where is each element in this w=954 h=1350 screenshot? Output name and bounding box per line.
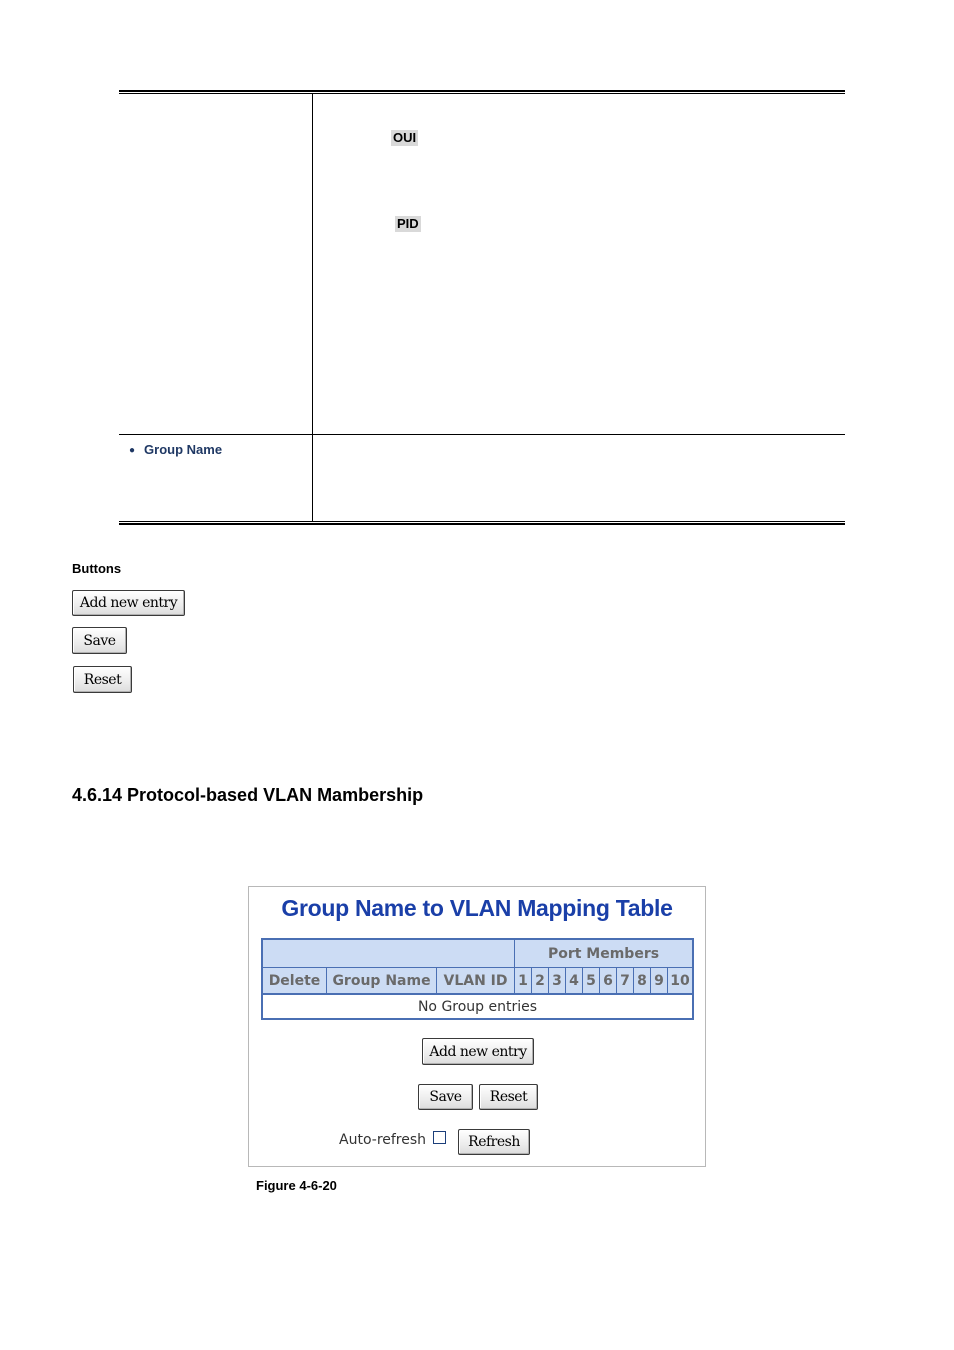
auto-refresh-label: Auto-refresh [339, 1132, 427, 1148]
col-port-6: 6 [599, 968, 616, 993]
table-bottom-rule [119, 521, 845, 525]
group-name-param-label: Group Name [144, 442, 223, 457]
add-new-entry-button[interactable]: Add new entry [72, 590, 185, 616]
col-port-8: 8 [633, 968, 650, 993]
pid-label: PID [397, 216, 419, 231]
vlan-mapping-figure [248, 886, 706, 1167]
table-header-row [263, 968, 692, 995]
figure-add-new-entry-button[interactable]: Add new entry [422, 1038, 534, 1065]
col-port-1: 1 [514, 968, 531, 993]
parameter-table [119, 90, 845, 525]
col-port-5: 5 [582, 968, 599, 993]
section-heading: 4.6.14 Protocol-based VLAN Mambership [72, 785, 424, 805]
col-vlan-id: VLAN ID [436, 968, 514, 993]
figure-caption: Figure 4-6-20 [256, 1178, 337, 1193]
group-name-param [129, 442, 222, 457]
row-divider [119, 434, 845, 435]
oui-label: OUI [393, 130, 417, 145]
save-button[interactable]: Save [72, 627, 127, 654]
empty-table-message: No Group entries [417, 998, 538, 1015]
column-divider [312, 94, 313, 522]
table-top-rule [119, 90, 845, 94]
col-delete: Delete [268, 972, 321, 989]
figure-reset-button[interactable]: Reset [479, 1084, 538, 1110]
col-port-9: 9 [650, 968, 667, 993]
auto-refresh-checkbox[interactable] [433, 1131, 446, 1144]
col-port-10: 10 [667, 968, 692, 993]
figure-save-button[interactable]: Save [418, 1084, 473, 1110]
port-members-header: Port Members [514, 940, 692, 968]
col-port-4: 4 [565, 968, 582, 993]
col-group-name: Group Name [326, 968, 436, 993]
bullet-icon: ● [129, 445, 136, 456]
table-header-group-row [263, 940, 692, 968]
refresh-button[interactable]: Refresh [458, 1129, 530, 1155]
buttons-heading: Buttons [72, 561, 122, 576]
group-vlan-mapping-table [261, 938, 694, 1020]
col-port-3: 3 [548, 968, 565, 993]
figure-title: Group Name to VLAN Mapping Table [281, 895, 673, 921]
col-port-7: 7 [616, 968, 633, 993]
col-port-2: 2 [531, 968, 548, 993]
reset-button[interactable]: Reset [73, 666, 132, 693]
